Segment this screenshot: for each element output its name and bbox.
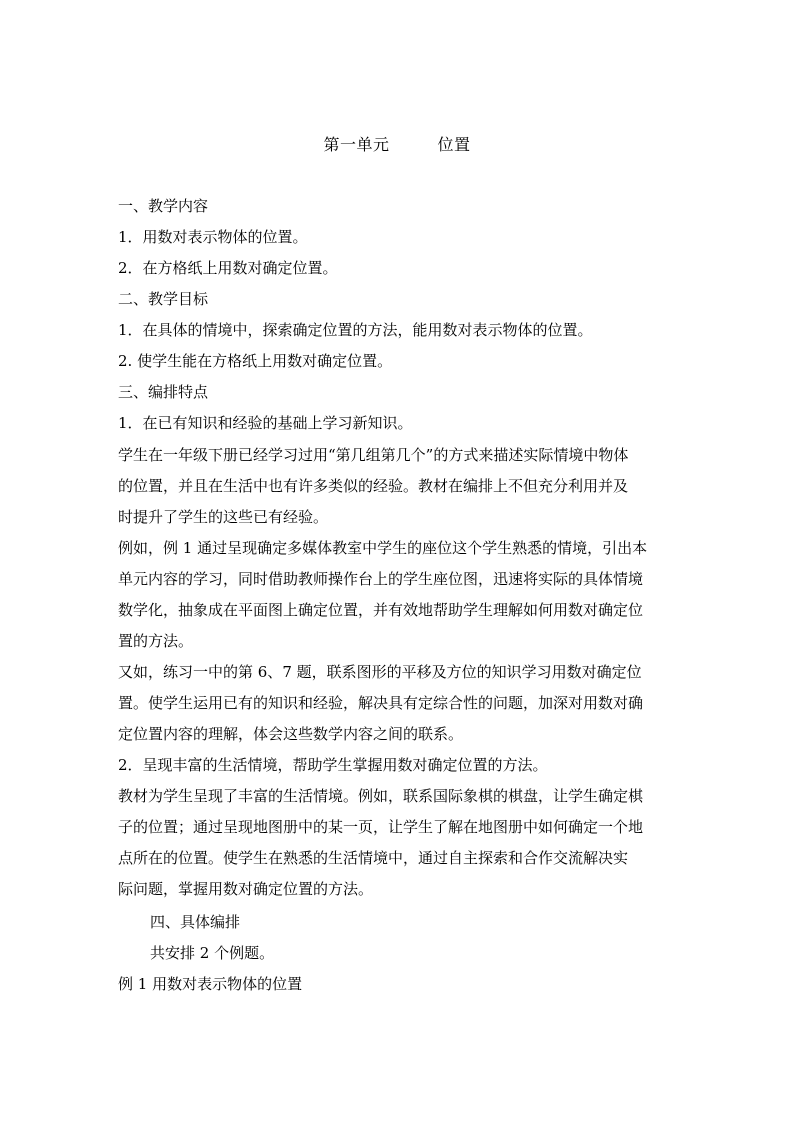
paragraph-line: 际问题，掌握用数对确定位置的方法。 [118, 880, 374, 898]
text-line: 1．用数对表示物体的位置。 [118, 228, 308, 246]
text-line: 共安排 2 个例题。 [150, 944, 275, 962]
text-line: 1．在具体的情境中，探索确定位置的方法，能用数对表示物体的位置。 [118, 321, 593, 339]
section-heading: 二、教学目标 [118, 290, 209, 308]
paragraph-line: 例如，例 1 通过呈现确定多媒体教室中学生的座位这个学生熟悉的情境，引出本 [118, 539, 648, 557]
section-heading: 三、编排特点 [118, 383, 209, 401]
section-heading: 一、教学内容 [118, 197, 209, 215]
paragraph-line: 点所在的位置。使学生在熟悉的生活情境中，通过自主探索和合作交流解决实 [118, 849, 629, 867]
paragraph-line: 学生在一年级下册已经学习过用“第几组第几个”的方式来描述实际情境中物体 [118, 446, 629, 464]
paragraph-line: 定位置内容的理解，体会这些数学内容之间的联系。 [118, 725, 464, 743]
text-line: 2．在方格纸上用数对确定位置。 [118, 259, 338, 277]
paragraph-line: 置。使学生运用已有的知识和经验，解决具有定综合性的问题，加深对用数对确 [118, 694, 644, 712]
paragraph-line: 的位置，并且在生活中也有许多类似的经验。教材在编排上不但充分利用并及 [118, 477, 629, 495]
paragraph-line: 时提升了学生的这些已有经验。 [118, 508, 329, 526]
paragraph-line: 子的位置；通过呈现地图册中的某一页，让学生了解在地图册中如何确定一个地 [118, 818, 644, 836]
text-line: 2．呈现丰富的生活情境，帮助学生掌握用数对确定位置的方法。 [118, 756, 548, 774]
paragraph-line: 单元内容的学习，同时借助教师操作台上的学生座位图，迅速将实际的具体情境 [118, 570, 644, 588]
paragraph-line: 又如，练习一中的第 6、7 题，联系图形的平移及方位的知识学习用数对确定位 [118, 663, 642, 681]
paragraph-line: 数学化，抽象成在平面图上确定位置，并有效地帮助学生理解如何用数对确定位 [118, 601, 644, 619]
title-topic: 位置 [437, 135, 471, 154]
page-title [0, 132, 794, 155]
paragraph-line: 置的方法。 [118, 632, 194, 650]
paragraph-line: 教材为学生呈现了丰富的生活情境。例如，联系国际象棋的棋盘，让学生确定棋 [118, 787, 644, 805]
example-heading: 例 1 用数对表示物体的位置 [118, 975, 303, 993]
text-line: 1．在已有知识和经验的基础上学习新知识。 [118, 414, 413, 432]
title-unit: 第一单元 [323, 135, 390, 154]
section-heading: 四、具体编排 [150, 913, 241, 931]
text-line: 2. 使学生能在方格纸上用数对确定位置。 [118, 352, 393, 370]
